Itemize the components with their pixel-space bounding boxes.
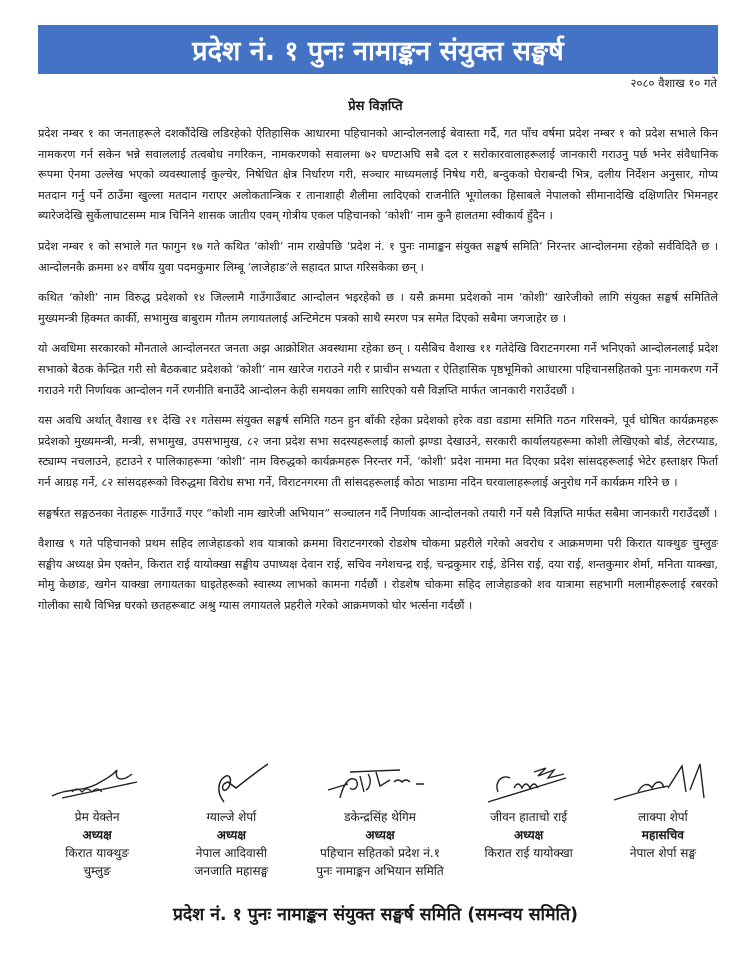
signatory-block <box>462 762 596 880</box>
signatory-role: अध्यक्ष <box>514 828 544 842</box>
signatory-name: प्रेम येक्तेन <box>74 810 120 824</box>
handwritten-signature <box>320 762 440 804</box>
header-banner <box>38 25 718 74</box>
signatory-name: ग्याल्जे शेर्पा <box>206 810 257 824</box>
signatory-block <box>30 762 164 880</box>
signatory-role: अध्यक्ष <box>216 828 246 842</box>
signatory-role: अध्यक्ष <box>82 828 112 842</box>
signatory-org: नेपाल शेर्पा सङ्घ <box>629 846 696 860</box>
footer-committee-title: प्रदेश नं. १ पुनः नामाङ्कन संयुक्त सङ्घर्ष समिति (समन्वय समिति) <box>172 905 579 925</box>
banner-title: प्रदेश नं. १ पुनः नामाङ्कन संयुक्त सङ्घर्ष <box>192 36 564 67</box>
handwritten-signature <box>176 762 286 804</box>
signatory-org: किरात राई यायोक्खा <box>484 846 573 860</box>
paragraph: प्रदेश नम्बर १ को सभाले गत फागुन १७ गते कथित ‘कोशी’ नाम राखेपछि ‘प्रदेश नं. १ पुनः नामाङ्कन संयुक्त सङ्घर्ष समिति’ निरन्तर आन्दोलनमा रहेको सर्वविदितै छ । आन्दोलनकै क्रममा ४२ वर्षीय युवा पदमकुमार लिम्बू ‘लाजेहाङ’ले सहादत प्राप्त गरिसकेका छन् । <box>38 239 718 274</box>
signatory-block <box>596 762 730 880</box>
handwritten-signature <box>474 762 584 804</box>
paragraph: यस अवधि अर्थात् वैशाख ११ देखि २१ गतेसम्म संयुक्त सङ्घर्ष समिति गठन हुन बाँकी रहेका प्रदेशको हरेक वडा वडामा समिति गठन गरिसक्ने, पूर्व घोषित कार्यक्रमहरू प्रदेशको मुख्यमन्त्री, मन्त्री, सभामुख, उपसभामुख, ८२ जना प्रदेश सभा सदस्यहरूलाई कालो झण्डा देखाउने, सरकारी कार्यालयहरूमा कोशी लेखिएको बोर्ड, लेटरप्याड, स्ट्याम्प नचलाउने, हटाउने र पालिकाहरूमा ‘कोशी’ नाम विरुद्धको कार्यक्रमहरू निरन्तर गर्ने, ‘कोशी’ प्रदेश नाममा मत दिएका प्रदेश सांसदहरूलाई भेटेर हस्ताक्षर फिर्ता गर्न आग्रह गर्ने, ८२ सांसदहरूको विरुद्धमा विरोध सभा गर्ने, विराटनगरमा ती सांसदहरूलाई कोठा भाडामा नदिन घरवालाहरूलाई अनुरोध गर्ने कार्यक्रम गरिने छ । <box>38 414 718 489</box>
signatory-org: पहिचान सहितको प्रदेश नं.१ <box>320 846 440 860</box>
signatory-org: चुम्लुङ <box>83 864 111 878</box>
signatory-org: नेपाल आदिवासी <box>195 846 268 860</box>
handwritten-signature <box>608 762 718 804</box>
paragraph: वैशाख ९ गते पहिचानको प्रथम सहिद लाजेहाङको शव यात्राको क्रममा विराटनगरको रोडशेष चोकमा प्रहरीले गरेको अवरोध र आक्रमणमा परी किरात याक्थुङ चुम्लुङ सङ्घीय अध्यक्ष प्रेम एक्तेन, किरात राई यायोक्खा सङ्घीय उपाध्यक्ष देवान राई, सचिव नगेशचन्द्र राई, चन्द्रकुमार राई, डेनिस राई, दया राई, शन्तकुमार शेर्मा, मनिता याक्खा, मोमु केछाङ, खगेन याक्खा लगायतका घाइतेहरूको स्वास्थ्य लाभको कामना गर्दछौं । रोडशेष चोकमा सहिद लाजेहाङको शव यात्रामा सहभागी मलामीहरूलाई रबरको गोलीका साथै विभिन्न घरको छतहरूबाट अश्रु ग्यास लगायतले प्रहरीले गरेको आक्रमणको घोर भर्त्सना गर्दछौं । <box>38 537 718 612</box>
signatory-name: डकेन्द्रसिंह थेगिम <box>344 810 416 824</box>
paragraph: कथित ‘कोशी’ नाम विरुद्ध प्रदेशको १४ जिल्लामै गाउँगाउँबाट आन्दोलन भइरहेको छ । यसै क्रममा प्रदेशको नाम ‘कोशी’ खारेजीको लागि संयुक्त सङ्घर्ष समितिले मुख्यमन्त्री हिक्मत कार्की, सभामुख बाबुराम गौतम लगायतलाई अन्टिमेटम पत्रको साथै स्मरण पत्र समेत दिएको सबैमा जगजाहेर छ । <box>38 291 718 325</box>
paragraph: सङ्घर्षरत सङ्गठनका नेताहरू गाउँगाउँ गएर “कोशी नाम खारेजी अभियान” सञ्चालन गर्दै निर्णायक आन्दोलनको तयारी गर्ने यसै विज्ञप्ति मार्फत सबैमा जानकारी गराउँदछौं । <box>38 506 718 520</box>
handwritten-signature <box>42 762 152 804</box>
paragraph: यो अवधिमा सरकारको मौनताले आन्दोलनरत जनता अझ आक्रोशित अवस्थामा रहेका छन् । यसैबिच वैशाख ११ गतेदेखि विराटनगरमा गर्ने भनिएको आन्दोलनलाई प्रदेश सभाको बैठक केन्द्रित गरी सो बैठकबाट प्रदेशको ‘कोशी’ नाम खारेज गराउने गरी र प्राचीन सभ्यता र ऐतिहासिक पृष्ठभूमिको आधारमा पहिचानसहितको पुनः नामकरण गर्ने गराउने गरी निर्णायक आन्दोलन गर्ने रणनीति बनाउँदै आन्दोलन केही समयका लागि सारिएको यसै विज्ञप्ति मार्फत जानकारी गराउँदछौं । <box>38 342 718 397</box>
signatory-role: महासचिव <box>641 828 684 842</box>
signatory-block <box>299 762 462 880</box>
signatures <box>30 762 730 880</box>
signatory-role: अध्यक्ष <box>365 828 395 842</box>
signatory-org: जनजाति महासङ्घ <box>194 864 269 878</box>
signatory-name: जीवन हाताचो राई <box>490 810 568 824</box>
signatory-org: किरात याक्थुङ <box>65 846 129 860</box>
press-release-heading: प्रेस विज्ञप्ति <box>348 99 403 114</box>
signatory-block <box>164 762 298 880</box>
paragraph: प्रदेश नम्बर १ का जनताहरूले दशकौंदेखि लडिरहेको ऐतिहासिक आधारमा पहिचानको आन्दोलनलाई बेवास्ता गर्दै, गत पाँच वर्षमा प्रदेश नम्बर १ को प्रदेश सभाले किन नामकरण गर्न सकेन भन्ने सवाललाई तत्वबोध नगरिकन, नामकरणको सवालमा ७२ घण्टाअघि सबै दल र सरोकारवालाहरूलाई जानकारी गराउनु पर्छ भनेर संवैधानिक रूपमा ऐनमा उल्लेख भएको व्यवस्थालाई कुल्चेर, निषेधित क्षेत्र निर्धारण गरी, सञ्चार माध्यमलाई निषेध गरी, बन्दुकको घेराबन्दी भित्र, दलीय निर्देशन अनुसार, गोप्य मतदान गर्नु पर्ने ठाउँमा खुल्ला मतदान गराएर अलोकतान्त्रिक र तानाशाही शैलीमा लादिएको राजनीति भूगोलका हिसाबले नेपालको सीमानादेखि दक्षिणतिर भिमनहर ब्यारेजदेखि सुर्केलाघाटसम्म मात्र चिनिने शासक जातीय एवम् गोत्रीय एकल पहिचानको ‘कोशी’ नाम कुनै हालतमा स्वीकार्य हुँदैन । <box>38 127 718 223</box>
signatory-name: लाक्पा शेर्पा <box>638 810 688 824</box>
date: २०८० वैशाख १० गते <box>630 76 717 90</box>
press-release-body <box>38 124 718 626</box>
signatory-org: पुनः नामाङ्कन अभियान समिति <box>316 864 444 878</box>
